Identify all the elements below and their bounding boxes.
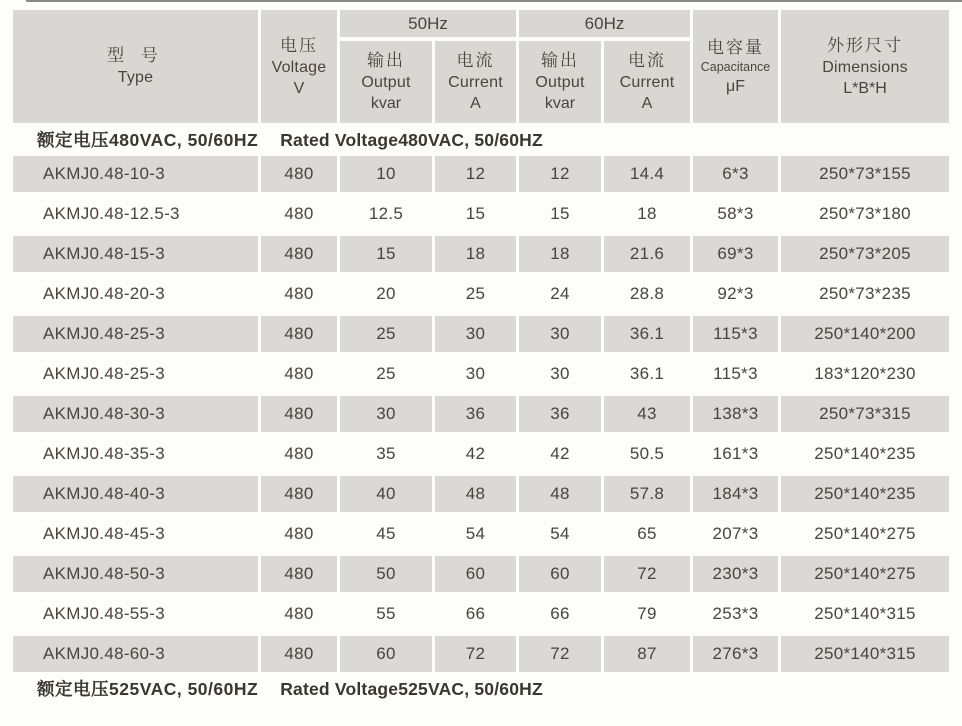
cell-current-60hz: 14.4 [604,156,690,192]
cell-type: AKMJ0.48-50-3 [13,556,258,592]
cell-capacitance: 58*3 [717,204,754,223]
col-header-type [13,10,258,123]
cell-dimensions: 250*140*315 [781,636,949,672]
cell-output-60hz: 72 [519,636,601,672]
cell-voltage: 480 [284,604,314,623]
cell-output-60hz: 24 [550,284,570,303]
cell-output-60hz: 30 [550,364,570,383]
cell-output-60hz: 66 [550,604,570,623]
cell-dimensions: 250*140*235 [781,476,949,512]
cell-voltage: 480 [261,316,337,352]
cell-output-50hz: 50 [340,556,432,592]
cell-output-50hz: 15 [340,236,432,272]
cell-type: AKMJ0.48-10-3 [13,156,258,192]
section-label-en: Rated Voltage480VAC, 50/60HZ [280,130,543,150]
cell-current-50hz: 66 [465,604,486,623]
table-row [13,196,949,232]
cell-capacitance: 115*3 [713,364,758,383]
cell-dimensions: 250*73*235 [819,284,911,303]
cell-capacitance: 276*3 [693,636,778,672]
cell-dimensions: 250*140*275 [814,524,916,543]
output-60hz-zh: 输出 [541,51,579,70]
cell-voltage: 480 [261,476,337,512]
cell-dimensions: 250*73*180 [819,204,911,223]
cell-output-50hz: 10 [340,156,432,192]
cell-current-60hz: 43 [604,396,690,432]
cell-output-60hz: 36 [519,396,601,432]
col-header-current-50hz [435,41,516,123]
cell-dimensions: 250*140*235 [814,444,916,463]
table-row [13,396,949,432]
cell-dimensions: 250*73*315 [781,396,949,432]
cell-capacitance: 6*3 [693,156,778,192]
cell-voltage: 480 [261,156,337,192]
cell-type: AKMJ0.48-55-3 [43,604,166,623]
cell-voltage: 480 [261,636,337,672]
col-header-capacitance [693,10,778,123]
col-header-type-en: Type [117,69,154,86]
cell-type: AKMJ0.48-30-3 [13,396,258,432]
cell-current-60hz: 36.1 [604,316,690,352]
table-row [13,156,949,192]
cell-output-60hz: 18 [519,236,601,272]
col-header-60hz: 60Hz [519,10,690,37]
col-header-dimensions [781,10,949,123]
cell-type: AKMJ0.48-40-3 [13,476,258,512]
section-label-zh: 额定电压480VAC, 50/60HZ [37,130,259,150]
cell-current-60hz: 87 [604,636,690,672]
cell-output-60hz: 12 [519,156,601,192]
table-row [13,276,949,312]
cell-voltage: 480 [261,236,337,272]
cell-capacitance: 69*3 [693,236,778,272]
current-60hz-unit: A [641,95,653,112]
col-header-dimensions-zh: 外形尺寸 [827,35,903,55]
col-header-capacitance-zh: 电容量 [707,37,764,57]
section-label-zh: 额定电压525VAC, 50/60HZ [37,679,259,699]
cell-current-60hz: 36.1 [629,364,665,383]
section-label-en: Rated Voltage525VAC, 50/60HZ [280,679,543,699]
cell-output-50hz: 25 [376,364,396,383]
cell-current-60hz: 21.6 [604,236,690,272]
cell-voltage: 480 [284,364,314,383]
cell-capacitance: 138*3 [693,396,778,432]
col-header-dimensions-en: Dimensions [822,58,908,76]
cell-output-50hz: 30 [340,396,432,432]
col-header-voltage-en: Voltage [271,58,327,76]
cell-voltage: 480 [284,524,314,543]
cell-current-50hz: 54 [465,524,486,543]
col-header-output-50hz [340,41,432,123]
output-60hz-en: Output [535,74,585,91]
cell-output-60hz: 48 [519,476,601,512]
cell-output-50hz: 40 [340,476,432,512]
cell-output-50hz: 60 [340,636,432,672]
scan-edge-line [26,0,962,2]
cell-dimensions: 183*120*230 [814,364,916,383]
cell-type: AKMJ0.48-12.5-3 [43,204,180,223]
col-header-50hz: 50Hz [340,10,516,37]
cell-current-60hz: 79 [637,604,657,623]
cell-dimensions: 250*140*275 [781,556,949,592]
cell-output-60hz: 60 [519,556,601,592]
current-50hz-unit: A [470,95,481,112]
table-row [13,596,949,632]
table-row [13,556,949,592]
cell-capacitance: 161*3 [712,444,759,463]
cell-voltage: 480 [284,204,314,223]
section-header-cell [13,127,949,152]
cell-current-50hz: 15 [465,204,486,223]
table-row [13,236,949,272]
cell-type: AKMJ0.48-45-3 [43,524,166,543]
col-header-capacitance-en: Capacitance [700,59,771,74]
col-header-output-60hz [519,41,601,123]
table-row [13,516,949,552]
cell-current-50hz: 30 [435,316,516,352]
cell-current-60hz: 50.5 [629,444,665,463]
output-50hz-zh: 输出 [367,51,405,70]
cell-current-60hz: 28.8 [629,284,665,303]
cell-type: AKMJ0.48-20-3 [43,284,166,303]
table-row [13,436,949,472]
section-header-cell [13,676,949,701]
cell-current-60hz: 57.8 [604,476,690,512]
cell-capacitance: 115*3 [693,316,778,352]
cell-output-50hz: 25 [340,316,432,352]
col-header-type-zh: 型 号 [107,46,164,65]
table-row [13,316,949,352]
cell-dimensions: 250*73*205 [781,236,949,272]
cell-output-50hz: 20 [376,284,396,303]
cell-output-60hz: 30 [519,316,601,352]
cell-voltage: 480 [261,556,337,592]
cell-output-60hz: 54 [550,524,570,543]
spec-table [10,6,952,705]
current-50hz-en: Current [448,74,503,91]
header-row-top [13,10,949,37]
cell-current-50hz: 72 [435,636,516,672]
cell-capacitance: 184*3 [693,476,778,512]
table-row [13,356,949,392]
cell-output-50hz: 55 [376,604,396,623]
cell-type: AKMJ0.48-25-3 [13,316,258,352]
output-60hz-unit: kvar [544,95,576,112]
current-50hz-zh: 电流 [456,51,495,70]
cell-output-50hz: 12.5 [368,204,404,223]
current-60hz-zh: 电流 [628,51,666,70]
output-50hz-unit: kvar [370,95,402,112]
cell-current-50hz: 18 [435,236,516,272]
cell-output-60hz: 42 [550,444,570,463]
output-50hz-en: Output [361,74,411,91]
section-header-row [13,676,949,701]
col-header-capacitance-unit: μF [726,77,745,95]
cell-current-60hz: 72 [604,556,690,592]
cell-output-50hz: 35 [376,444,396,463]
col-header-voltage-zh: 电压 [280,35,318,55]
col-header-current-60hz [604,41,690,123]
cell-output-60hz: 15 [550,204,570,223]
cell-current-50hz: 25 [465,284,486,303]
cell-capacitance: 230*3 [693,556,778,592]
cell-capacitance: 207*3 [712,524,759,543]
cell-output-50hz: 45 [376,524,396,543]
cell-current-50hz: 42 [465,444,486,463]
cell-type: AKMJ0.48-35-3 [43,444,166,463]
col-header-voltage [261,10,337,123]
cell-current-60hz: 18 [637,204,657,223]
cell-capacitance: 92*3 [717,284,754,303]
cell-voltage: 480 [284,284,314,303]
cell-voltage: 480 [261,396,337,432]
cell-dimensions: 250*73*155 [781,156,949,192]
cell-current-50hz: 36 [435,396,516,432]
cell-current-50hz: 30 [465,364,486,383]
cell-voltage: 480 [284,444,314,463]
table-row [13,476,949,512]
cell-type: AKMJ0.48-15-3 [13,236,258,272]
section-header-row [13,127,949,152]
col-header-dimensions-unit: L*B*H [843,79,887,97]
cell-current-60hz: 65 [637,524,657,543]
table-row [13,636,949,672]
cell-type: AKMJ0.48-25-3 [43,364,166,383]
cell-capacitance: 253*3 [712,604,759,623]
col-header-voltage-unit: V [293,79,305,97]
cell-current-50hz: 60 [435,556,516,592]
cell-dimensions: 250*140*200 [781,316,949,352]
cell-dimensions: 250*140*315 [814,604,916,623]
current-60hz-en: Current [619,74,675,91]
cell-type: AKMJ0.48-60-3 [13,636,258,672]
cell-current-50hz: 12 [435,156,516,192]
cell-current-50hz: 48 [435,476,516,512]
table-body [13,127,949,701]
